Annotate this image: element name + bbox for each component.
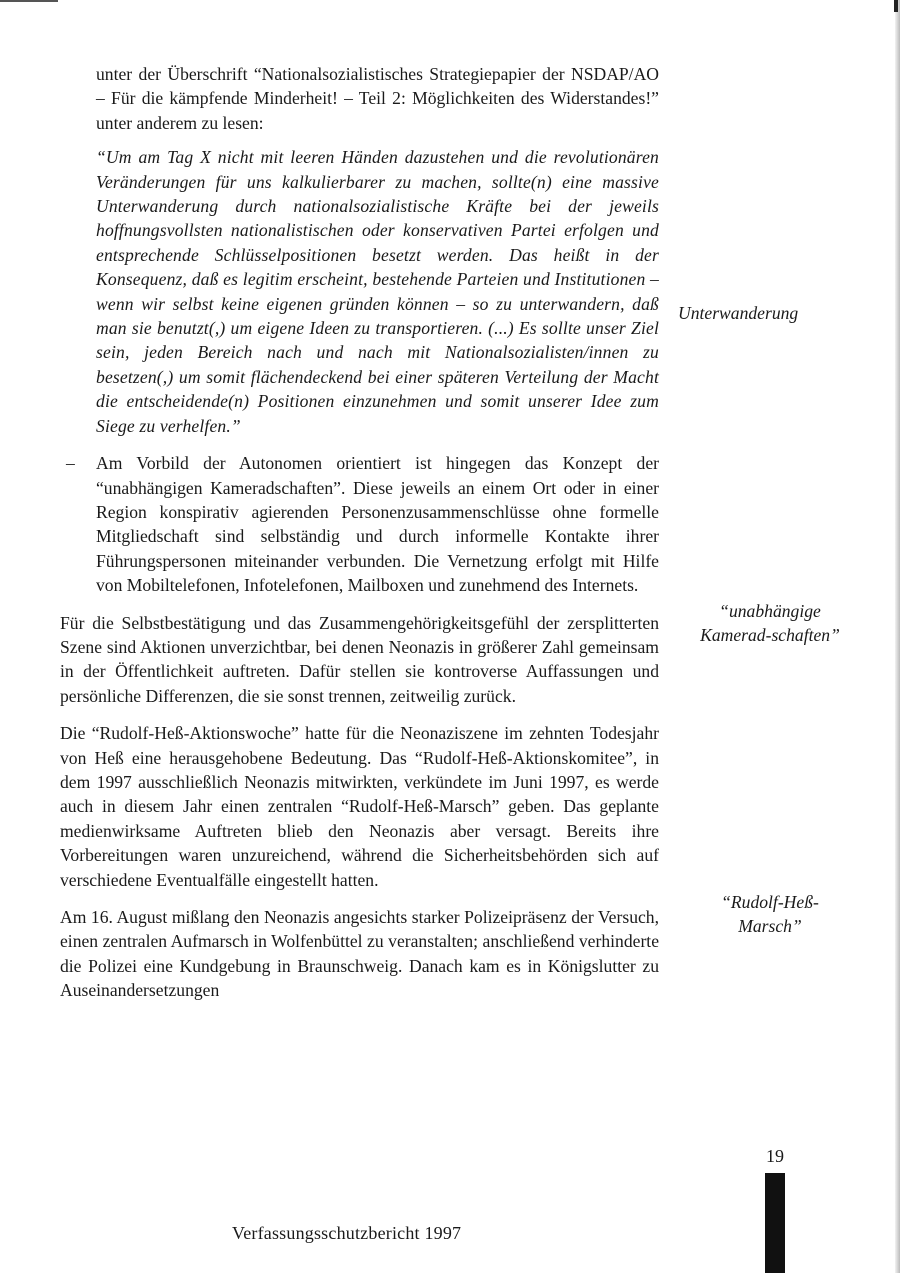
edge-mark bbox=[894, 0, 898, 12]
page-thumb-bar bbox=[765, 1173, 785, 1273]
margin-note-kameradschaften: “unabhängige Kamerad-schaften” bbox=[700, 601, 840, 645]
intro-paragraph: unter der Überschrift “Nationalsozialistisches Strategiepapier der NSDAP/AO – Für die kämpfende Minderheit! – Teil 2: Möglichkeiten des Widerstandes!” unter anderem zu lesen: bbox=[96, 64, 659, 133]
dash-item-text: Am Vorbild der Autonomen orientiert ist hingegen das Konzept der “unabhängigen Kameradschaften”. Diese jeweils an einem Ort oder in einer Region konspirativ agierenden Personenzusammenschlüsse ohne formelle Mitgliedschaft sind selbständig und durch informelle Kontakte ihrer Führungspersonen miteinander verbunden. Die Vernetzung erfolgt mit Hilfe von Mobiltelefonen, Infotelefonen, Mailboxen und zunehmend des Internets. bbox=[96, 453, 659, 596]
strategy-quote: “Um am Tag X nicht mit leeren Händen dazustehen und die revolutionären Veränderungen für uns kalkulierbarer zu machen, sollte(n) eine massive Unterwanderung durch nationalsozialistische Kräfte bei der jeweils hoffnungsvollsten nationalistischen oder konservativen Partei erfolgen und entsprechende Schlüsselpositionen besetzt werden. Das heißt in der Konsequenz, daß es legitim erscheint, bestehende Parteien und Institutionen – wenn wir selbst keine eigenen gründen können – so zu unterwandern, daß man sie benutzt(,) um eigene Ideen zu transportieren. (...) Es sollte unser Ziel sein, jeden Bereich nach und nach mit Nationalsozialisten/innen zu besetzen(,) um somit flächendeckend bei einer späteren Verteilung der Macht die entscheidende(n) Positionen einzunehmen und somit unserer Idee zum Siege zu verhelfen.” bbox=[96, 147, 659, 436]
page-edge-shadow bbox=[895, 0, 900, 1273]
main-text-column bbox=[60, 62, 659, 1016]
margin-note-unterwanderung: Unterwanderung bbox=[678, 303, 799, 323]
top-rule bbox=[0, 0, 58, 2]
body-paragraph-1: Für die Selbstbestätigung und das Zusammengehörigkeitsgefühl der zersplitterten Szene sind Aktionen unverzichtbar, bei denen Neonazis in größerer Zahl gemeinsam in der Öffentlichkeit auftreten. Dafür stellen sie kontroverse Auffassungen und persönliche Differenzen, die sie sonst trennen, zeitweilig zurück. bbox=[60, 612, 659, 706]
margin-note-hess-marsch: “Rudolf-Heß-Marsch” bbox=[721, 892, 819, 936]
dash-marker: – bbox=[66, 453, 75, 474]
dash-list-item bbox=[66, 451, 659, 597]
page-footer: Verfassungsschutzbericht 1997 bbox=[232, 1223, 462, 1243]
body-paragraph-3: Am 16. August mißlang den Neonazis angesichts starker Polizeipräsenz der Versuch, einen zentralen Aufmarsch in Wolfenbüttel zu veranstalten; anschließend verhinderte die Polizei eine Kundgebung in Braunschweig. Danach kam es in Königslutter zu Auseinandersetzungen bbox=[60, 907, 659, 1001]
page-number: 19 bbox=[766, 1146, 784, 1166]
body-paragraph-2: Die “Rudolf-Heß-Aktionswoche” hatte für die Neonaziszene im zehnten Todesjahr von Heß eine herausgehobene Bedeutung. Das “Rudolf-Heß-Aktionskomitee”, in dem 1997 ausschließlich Neonazis mitwirkten, verkündete im Juni 1997, es werde auch in diesem Jahr einen zentralen “Rudolf-Heß-Marsch” geben. Das geplante medienwirksame Auftreten blieb den Neonazis aber versagt. Bereits ihre Vorbereitungen waren unzureichend, während die Sicherheitsbehörden sich auf verschiedene Eventualfälle eingestellt hatten. bbox=[60, 723, 659, 890]
